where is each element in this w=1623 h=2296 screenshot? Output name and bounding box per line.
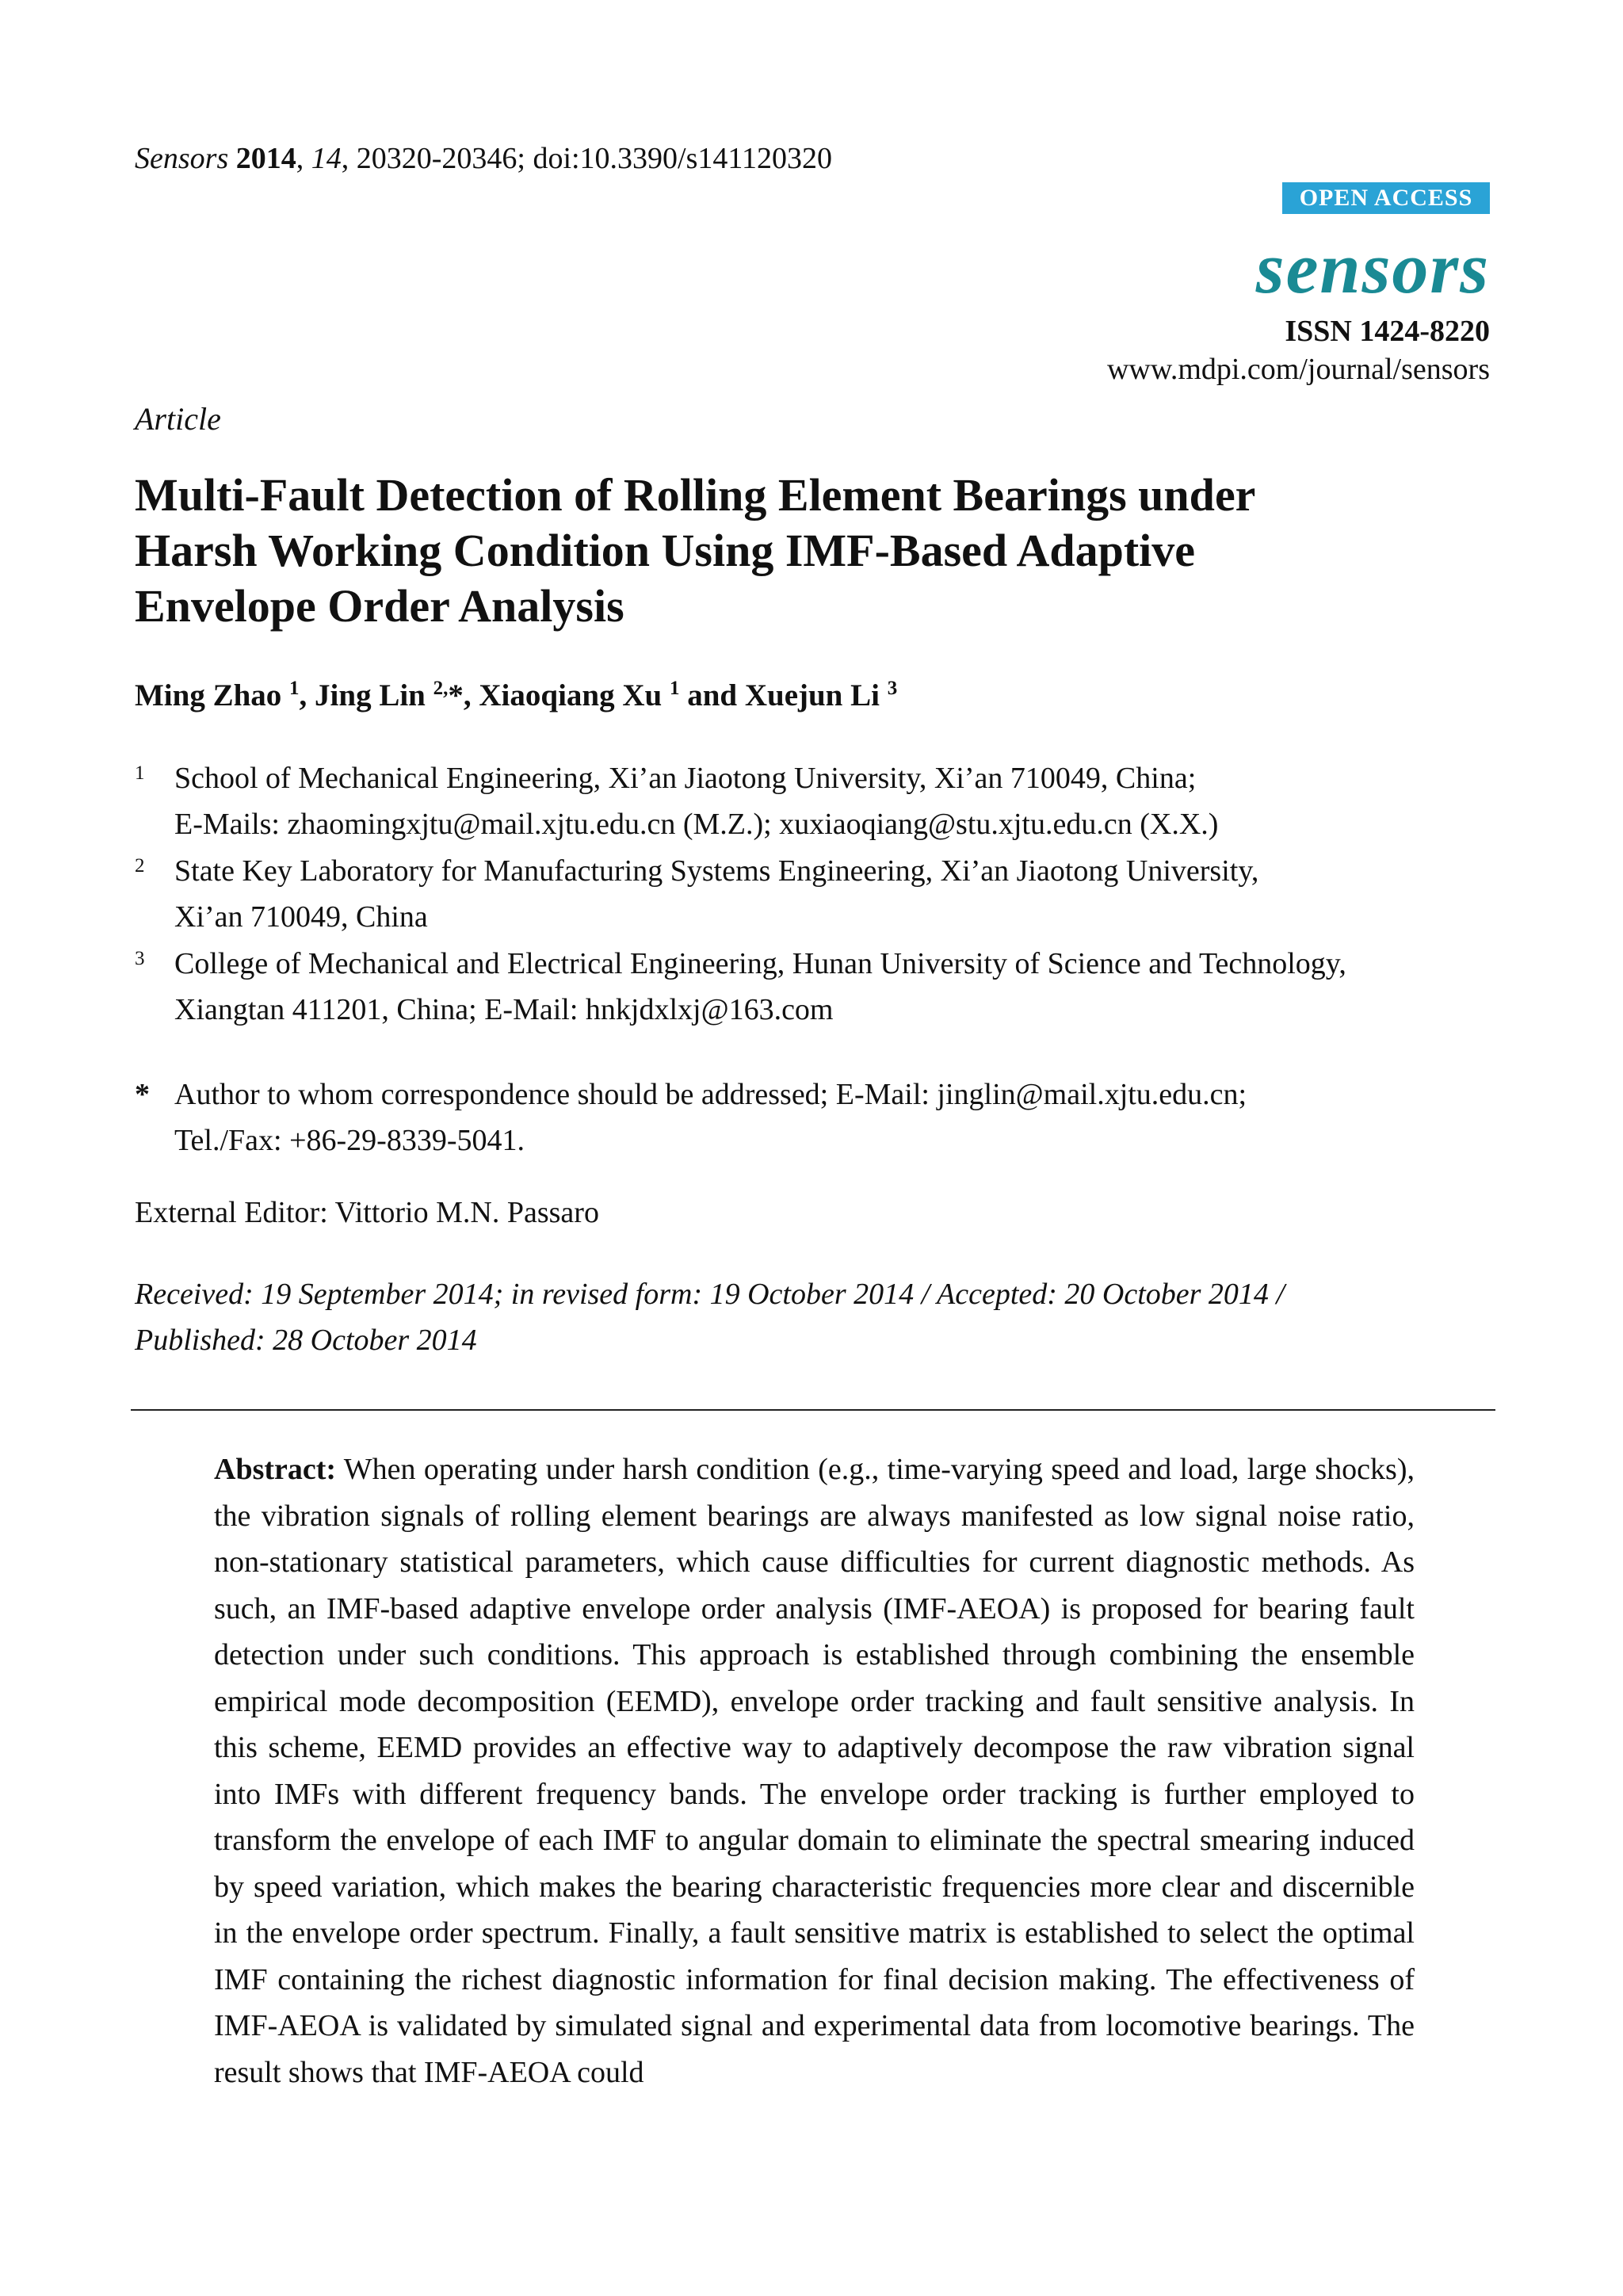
article-type: Article <box>135 401 221 437</box>
affiliation-line: E-Mails: zhaomingxjtu@mail.xjtu.edu.cn (M.Z.); xuxiaoqiang@stu.xjtu.edu.cn (X.X.) <box>174 808 1219 841</box>
citation-line: Sensors 2014, 14, 20320-20346; doi:10.3390/s141120320 <box>135 142 832 175</box>
paper-title <box>135 468 1498 634</box>
affiliation-line: School of Mechanical Engineering, Xi’an Jiaotong University, Xi’an 710049, China; <box>174 762 1197 795</box>
open-access-badge: OPEN ACCESS <box>1282 182 1490 214</box>
year: 2014 <box>235 142 296 175</box>
corresponding-mark: * <box>448 678 464 712</box>
affiliation-line: State Key Laboratory for Manufacturing Systems Engineering, Xi’an Jiaotong University, <box>174 854 1259 888</box>
author-list: Ming Zhao $^1$, Jing Lin $^{2,}$*, Xiaoqiang Xu $^1$ and Xuejun Li $^3$ <box>135 678 898 712</box>
abstract <box>214 1446 1415 2095</box>
dates-line: Received: 19 September 2014; in revised form: 19 October 2014 / Accepted: 20 October 2014 / <box>135 1278 1285 1311</box>
title-line: Harsh Working Condition Using IMF-Based Adaptive <box>135 525 1196 576</box>
affiliation-number: 1 <box>135 762 145 784</box>
journal-url[interactable]: www.mdpi.com/journal/sensors <box>1106 353 1490 386</box>
section-divider <box>131 1409 1495 1411</box>
dates-line: Published: 28 October 2014 <box>135 1324 477 1357</box>
title-line: Multi-Fault Detection of Rolling Element Bearings under <box>135 469 1256 521</box>
author-name: Xiaoqiang Xu <box>479 678 663 712</box>
author-name: Jing Lin <box>315 678 426 712</box>
journal-name: Sensors <box>135 142 229 175</box>
volume: 14 <box>311 142 342 175</box>
author-affiliation-mark: 2, <box>433 678 449 699</box>
correspondence-note <box>135 1072 1498 1163</box>
author-name: Ming Zhao <box>135 678 282 712</box>
publication-dates <box>135 1271 1498 1363</box>
affiliation-line: College of Mechanical and Electrical Engineering, Hunan University of Science and Technology, <box>174 947 1346 980</box>
affiliation-line: Xi’an 710049, China <box>174 900 428 934</box>
correspondence-line: Author to whom correspondence should be addressed; E-Mail: jinglin@mail.xjtu.edu.cn; <box>174 1078 1247 1111</box>
journal-logo: sensors <box>1255 227 1490 308</box>
abstract-text: When operating under harsh condition (e.g., time-varying speed and load, large shocks), the vibration signals of rolling element bearings are always manifested as low signal noise ratio, non-stationary statistical parameters, which cause difficulties for current diagnostic methods. As such, an IMF-based adaptive envelope order analysis (IMF-AEOA) is proposed for bearing fault detection under such conditions. This approach is established through combining the ensemble empirical mode decomposition (EEMD), envelope order tracking and fault sensitive analysis. In this scheme, EEMD provides an effective way to adaptively decompose the raw vibration signal into IMFs with different frequency bands. The envelope order tracking is further employed to transform the envelope of each IMF to angular domain to eliminate the spectral smearing induced by speed variation, which makes the bearing characteristic frequencies more clear and discernible in the envelope order spectrum. Finally, a fault sensitive matrix is established to select the optimal IMF containing the richest diagnostic information for final decision making. The effectiveness of IMF-AEOA is validated by simulated signal and experimental data from locomotive bearings. The result shows that IMF-AEOA could <box>214 1453 1415 2089</box>
affiliation <box>135 941 1498 1033</box>
correspondence-line: Tel./Fax: +86-29-8339-5041. <box>174 1124 525 1157</box>
abstract-label: Abstract: <box>214 1453 337 1486</box>
affiliation <box>135 755 1498 847</box>
issn: ISSN 1424-8220 <box>1285 315 1490 348</box>
affiliation-line: Xiangtan 411201, China; E-Mail: hnkjdxlxj@163.com <box>174 993 834 1026</box>
external-editor: External Editor: Vittorio M.N. Passaro <box>135 1196 599 1229</box>
pages-doi: , 20320-20346; doi:10.3390/s141120320 <box>341 142 832 175</box>
author-name: Xuejun Li <box>744 678 880 712</box>
author-affiliation-mark: 1 <box>669 678 680 699</box>
affiliation-number: 3 <box>135 948 145 969</box>
affiliation <box>135 848 1498 940</box>
affiliation-number: 2 <box>135 855 145 877</box>
title-line: Envelope Order Analysis <box>135 580 624 632</box>
correspondence-mark: * <box>135 1078 150 1111</box>
author-affiliation-mark: 1 <box>289 678 300 699</box>
author-affiliation-mark: 3 <box>887 678 898 699</box>
